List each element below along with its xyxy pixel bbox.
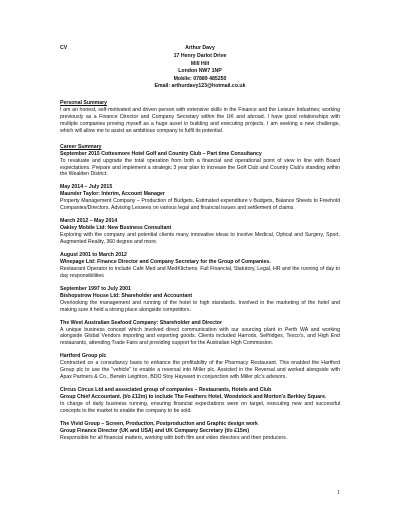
career-entry-heading: Hartford Group plc [60, 353, 107, 360]
career-entry [60, 184, 340, 212]
career-entry-description: Responsible for all financial matters, working with both film and video directors and their producers. [60, 434, 288, 441]
career-entry-description: Contracted on a consultancy basis to enhance the profitability of the Pharmacy Restaurant. This enabled the Hartford Group plc to use the "vehicle" to enable a reversal into Miller plc. Assisted in the Reversal and worked alongside with Apax Partners & Co., Berwin Leighton, BDO Stoy Hayward in conjunction with Miller plc's advisors. [60, 360, 340, 381]
career-entry [60, 286, 340, 314]
address-line: 17 Henry Darlot Drive [173, 53, 227, 59]
career-entry-heading: September 2015 Cottesmore Hotel Golf and Country Club – Part time Consultancy [60, 150, 262, 157]
career-entry-heading: Winepage Ltd: Finance Director and Company Secretary for the Group of Companies. [60, 258, 271, 265]
page-number: 1 [337, 490, 340, 496]
career-entry [60, 151, 340, 179]
contact-block [60, 53, 340, 91]
career-entry-description: Property Management Company – Production of Budgets, Estimated expenditure v Budgets, Balance Sheets to Freehold Companies/Directors. Advising Lessees on various legal and financial issues and settlement of claims. [60, 198, 340, 212]
career-entry [60, 320, 340, 348]
career-entry-heading: Oakley Mobile Ltd: New Business Consultant [60, 225, 172, 232]
career-entry-description: Exploring with the company and potential clients many innovative ideas to involve Medical, Optical and Surgery, Sport, Augmented Reality, 360 degree and more. [60, 232, 340, 246]
career-entry-description: To revaluate and upgrade the total operation from both a financial and operational point of view in line with Board expectations. Prepare and implement a strategic 3 year plan to increase the Golf Club and Country Club's standing within the Wealden District. [60, 157, 340, 178]
career-entry [60, 421, 340, 442]
career-list [60, 151, 340, 442]
career-entry-description: Restaurant Operator to include Café Med and MedKitchens. Full Financial, Statutory, Legal, HR and the running of day to day responsibilities [60, 265, 340, 279]
cv-label: CV [60, 45, 68, 51]
career-entry-heading: March 2012 – May 2014 [60, 218, 118, 225]
career-entry-heading: The West Australian Seafood Company: Shareholder and Director [60, 319, 222, 326]
candidate-name: Arthur Davy [185, 45, 215, 51]
cv-header [60, 45, 340, 53]
career-entry-heading: August 2001 to March 2012 [60, 251, 127, 258]
personal-summary-text: I am an honest, self-motivated and driven person with extensive skills in the Finance and the Leisure Industries; working previously as a Finance Director and Company Secretary within the UK and abroad. I have good relationships with multiple companies proving myself as a huge asset in building and executing projects. I am seeking a new challenge, which will allow me to assist an ambitious company to fulfil its potential. [60, 106, 340, 134]
career-entry-heading: Group Chief Accountant. (t/o £12m) to include The Feathers Hotel, Woodstock and Morton's Berkley Square. [60, 394, 327, 400]
career-entry-heading: May 2014 – July 2015 [60, 184, 113, 191]
career-entry [60, 387, 340, 415]
address-line: London NW7 1NP [178, 68, 222, 75]
career-entry-heading: September 1997 to July 2001 [60, 285, 131, 292]
career-entry-description: Overlooking the management and running of the hotel to high standards. Involved in the marketing of the hotel and making sure it held a strong place alongside competitors. [60, 299, 340, 313]
career-entry [60, 252, 340, 280]
address-line: Mill Hill [190, 60, 210, 67]
career-entry-heading: Group Finance Director (UK and USA) and UK Company Secretary (t/o £15m) [60, 427, 250, 434]
email-address: Email: arthurdavy123@hotmail.co.uk [154, 83, 246, 90]
career-entry-description: In charge of daily business running, ensuring financial expectations were on target, executing new and successful concepts to the market to enable the company to be sold. [60, 401, 340, 414]
career-entry-heading: The Vivid Group – Screen, Production, Postproduction and Graphic design work [60, 420, 258, 427]
career-entry-heading: Circus Circus Ltd and associated group of companies – Restaurants, Hotels and Club [60, 387, 272, 393]
mobile-number: Mobile: 07889 485250 [173, 75, 227, 82]
career-entry [60, 218, 340, 246]
career-entry-description: A unique business concept which involved direct communication with our sourcing plant in Perth WA and working alongside Global Vendors importing and exporting goods. Clients included Harrods, Selfridges, Tesco's, and High End restaurants, attending Trade Fairs and providing support for the Australian High Commission. [60, 326, 340, 347]
career-entry-heading: Maunder Taylor: Interim, Account Manager [60, 191, 165, 198]
career-summary-heading: Career Summary [60, 143, 102, 150]
career-entry [60, 353, 340, 381]
career-entry-heading: Bishopstrow House Ltd: Shareholder and Accountant [60, 292, 193, 299]
personal-summary-heading: Personal Summary [60, 99, 107, 106]
